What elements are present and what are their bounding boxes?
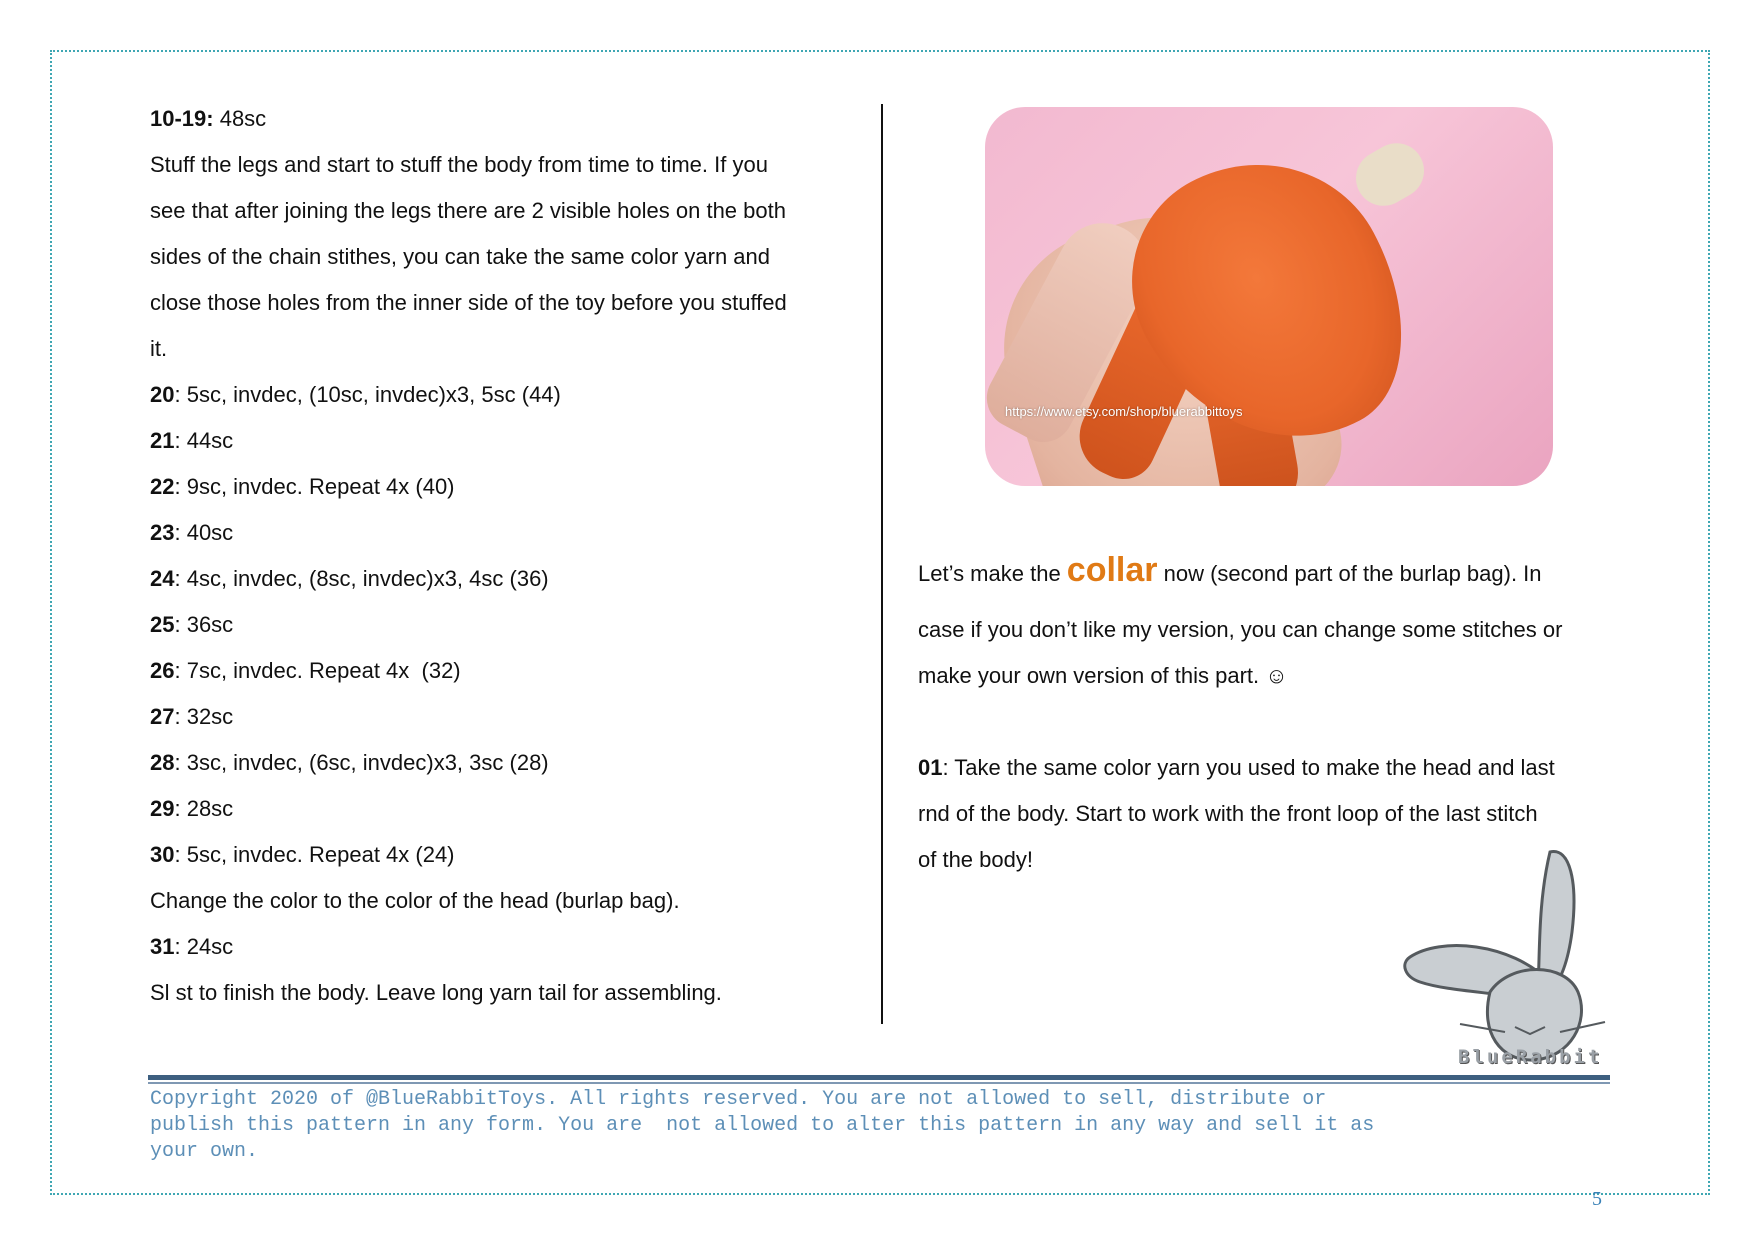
carrot-photo — [985, 107, 1553, 486]
round-label: 23 — [150, 520, 175, 545]
step-label: 01 — [918, 755, 943, 780]
instruction-row — [150, 188, 850, 234]
instruction-row — [150, 280, 850, 326]
instruction-row — [150, 96, 850, 142]
instruction-row — [150, 372, 850, 418]
round-text: it. — [150, 336, 168, 361]
instruction-row — [150, 326, 850, 372]
round-label: 26 — [150, 658, 175, 683]
round-text: : 44sc — [174, 428, 234, 453]
footer-rule — [148, 1075, 1610, 1080]
logo-text: BlueRabbit — [1458, 1046, 1603, 1068]
round-label: 27 — [150, 704, 175, 729]
instruction-row — [150, 878, 850, 924]
round-label: 30 — [150, 842, 175, 867]
round-text: : 36sc — [174, 612, 234, 637]
instruction-row — [150, 418, 850, 464]
instruction-row — [150, 142, 850, 188]
step-01-line-3: of the body! — [918, 847, 1033, 872]
step-01-line-1 — [918, 745, 1555, 791]
instruction-row — [150, 648, 850, 694]
intro-line-2: case if you don’t like my version, you can change some stitches or — [918, 617, 1563, 642]
round-text: : 7sc, invdec. Repeat 4x (32) — [174, 658, 461, 683]
round-text: sides of the chain stithes, you can take the same color yarn and — [150, 244, 771, 269]
collar-highlight: collar — [1066, 551, 1158, 589]
instruction-row — [150, 740, 850, 786]
instruction-row — [150, 602, 850, 648]
instruction-row — [150, 924, 850, 970]
footer-line-2: publish this pattern in any form. You are not allowed to alter this pattern in any way and sell it as — [150, 1114, 1375, 1137]
round-label: 24 — [150, 566, 175, 591]
photo-watermark: https://www.etsy.com/shop/bluerabbittoys — [1005, 404, 1243, 419]
instruction-row — [150, 694, 850, 740]
round-text: : 5sc, invdec. Repeat 4x (24) — [174, 842, 455, 867]
round-label: 31 — [150, 934, 175, 959]
instruction-row — [150, 786, 850, 832]
footer-line-3: your own. — [150, 1140, 259, 1163]
round-text: close those holes from the inner side of the toy before you stuffed — [150, 290, 787, 315]
round-label: 20 — [150, 382, 175, 407]
pattern-instructions-left — [150, 96, 850, 1016]
instruction-row — [150, 832, 850, 878]
round-label: 29 — [150, 796, 175, 821]
footer-line-1: Copyright 2020 of @BlueRabbitToys. All rights reserved. You are not allowed to sell, distribute or — [150, 1088, 1327, 1111]
round-text: : 4sc, invdec, (8sc, invdec)x3, 4sc (36) — [174, 566, 549, 591]
round-text: : 3sc, invdec, (6sc, invdec)x3, 3sc (28) — [174, 750, 549, 775]
round-text: Stuff the legs and start to stuff the body from time to time. If you — [150, 152, 768, 177]
intro-after: now (second part of the burlap bag). In — [1157, 561, 1542, 586]
burlap-top — [1346, 133, 1434, 216]
round-text: Change the color to the color of the head (burlap bag). — [150, 888, 680, 913]
round-text: : 28sc — [174, 796, 234, 821]
round-label: 22 — [150, 474, 175, 499]
round-text: see that after joining the legs there are 2 visible holes on the both — [150, 198, 786, 223]
instruction-row — [150, 464, 850, 510]
round-label: 21 — [150, 428, 175, 453]
bluerabbit-logo — [1400, 842, 1610, 1072]
round-label: 10-19: — [150, 106, 214, 131]
round-label: 28 — [150, 750, 175, 775]
round-label: 25 — [150, 612, 175, 637]
collar-intro-line — [918, 547, 1542, 597]
round-text: : 32sc — [174, 704, 234, 729]
round-text: : 9sc, invdec. Repeat 4x (40) — [174, 474, 455, 499]
round-text: : 5sc, invdec, (10sc, invdec)x3, 5sc (44) — [174, 382, 561, 407]
instruction-row — [150, 234, 850, 280]
instruction-row — [150, 510, 850, 556]
page-number: 5 — [1592, 1188, 1602, 1210]
step-text-1: : Take the same color yarn you used to make the head and last — [942, 755, 1555, 780]
intro-line-3: make your own version of this part. ☺ — [918, 663, 1288, 688]
step-01-line-2: rnd of the body. Start to work with the front loop of the last stitch — [918, 801, 1538, 826]
footer-rule-thin — [148, 1082, 1610, 1084]
copyright-footer — [150, 1087, 1590, 1165]
column-divider — [881, 104, 883, 1024]
round-text: : 24sc — [174, 934, 234, 959]
round-text: 48sc — [213, 106, 267, 131]
instruction-row — [150, 556, 850, 602]
round-text: Sl st to finish the body. Leave long yarn tail for assembling. — [150, 980, 722, 1005]
instruction-row — [150, 970, 850, 1016]
intro-before: Let’s make the — [918, 561, 1067, 586]
round-text: : 40sc — [174, 520, 234, 545]
